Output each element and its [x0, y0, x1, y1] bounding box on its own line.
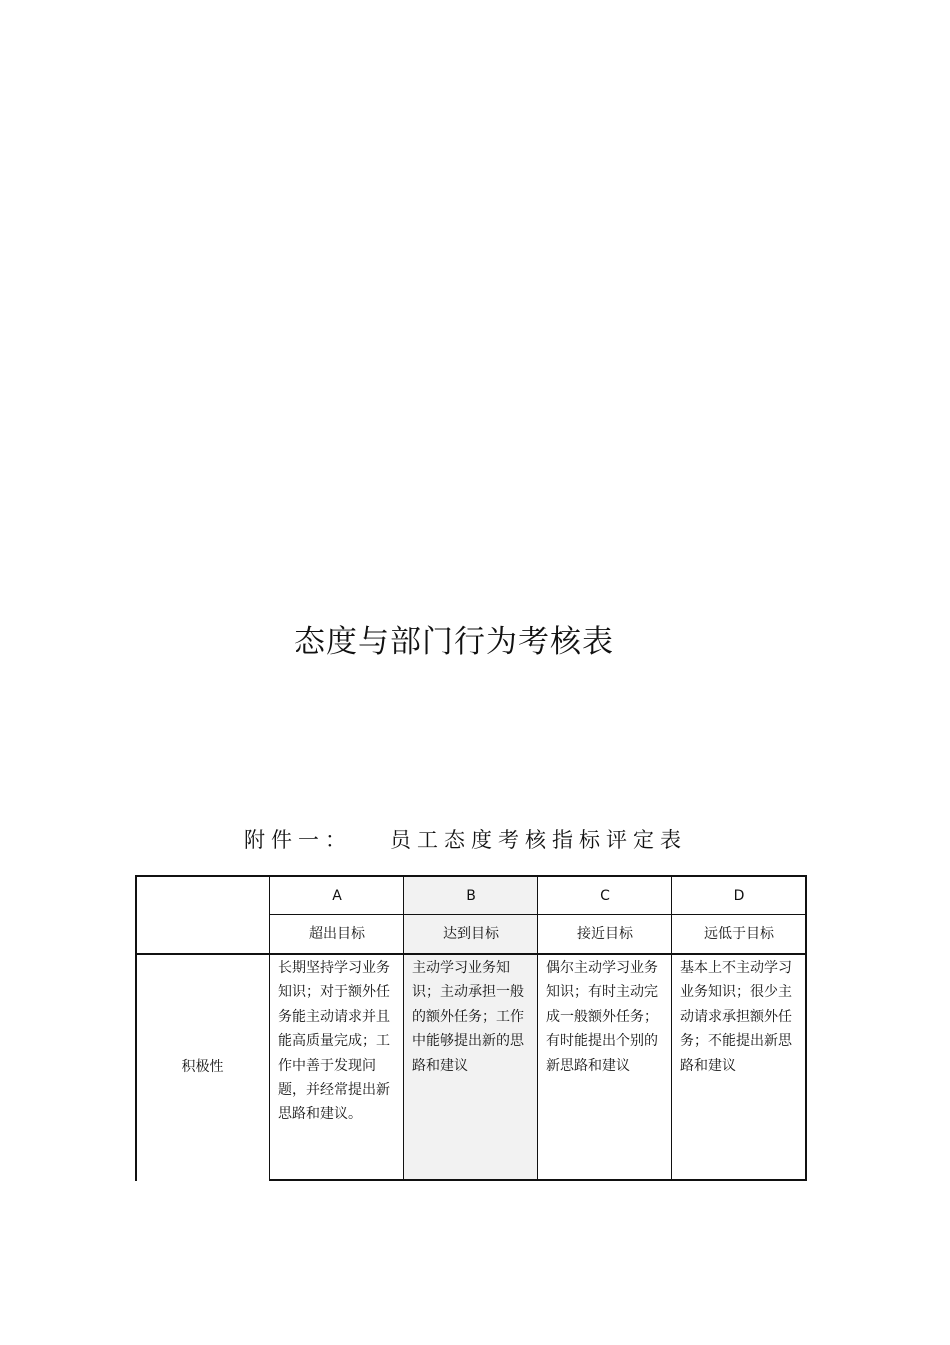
document-title: 态度与部门行为考核表 — [294, 624, 614, 660]
column-label-b: 达到目标 — [443, 926, 499, 942]
table-top-border — [135, 875, 807, 877]
header-divider-line — [270, 914, 807, 915]
column-label-c: 接近目标 — [577, 926, 633, 942]
table-right-border — [805, 875, 807, 1181]
cell-initiative-a: 长期坚持学习业务知识；对于额外任务能主动请求并且能高质量完成；工作中善于发现问题，并经常提出新思路和建议。 — [278, 960, 390, 1123]
table-left-border — [135, 875, 137, 1181]
column-grade-d: D — [733, 888, 745, 904]
column-divider-1 — [269, 875, 270, 1181]
cell-initiative-d: 基本上不主动学习业务知识；很少主动请求承担额外任务；不能提出新思路和建议 — [680, 960, 792, 1074]
header-bottom-line — [135, 953, 807, 955]
column-label-d: 远低于目标 — [704, 926, 774, 942]
column-divider-3 — [537, 875, 538, 1181]
table-bottom-line — [269, 1179, 807, 1181]
column-divider-4 — [671, 875, 672, 1181]
column-divider-2 — [403, 875, 404, 1181]
cell-initiative-b: 主动学习业务知识；主动承担一般的额外任务；工作中能够提出新的思路和建议 — [412, 960, 524, 1074]
column-grade-b: B — [466, 888, 476, 904]
table-caption: 附件一： 员工态度考核指标评定表 — [244, 828, 688, 852]
column-label-a: 超出目标 — [309, 926, 365, 942]
column-grade-c: C — [600, 888, 610, 904]
cell-initiative-c: 偶尔主动学习业务知识；有时主动完成一般额外任务；有时能提出个别的新思路和建议 — [546, 960, 658, 1074]
evaluation-table — [135, 875, 807, 1181]
column-grade-a: A — [332, 888, 342, 904]
row-label-initiative: 积极性 — [181, 1059, 224, 1075]
